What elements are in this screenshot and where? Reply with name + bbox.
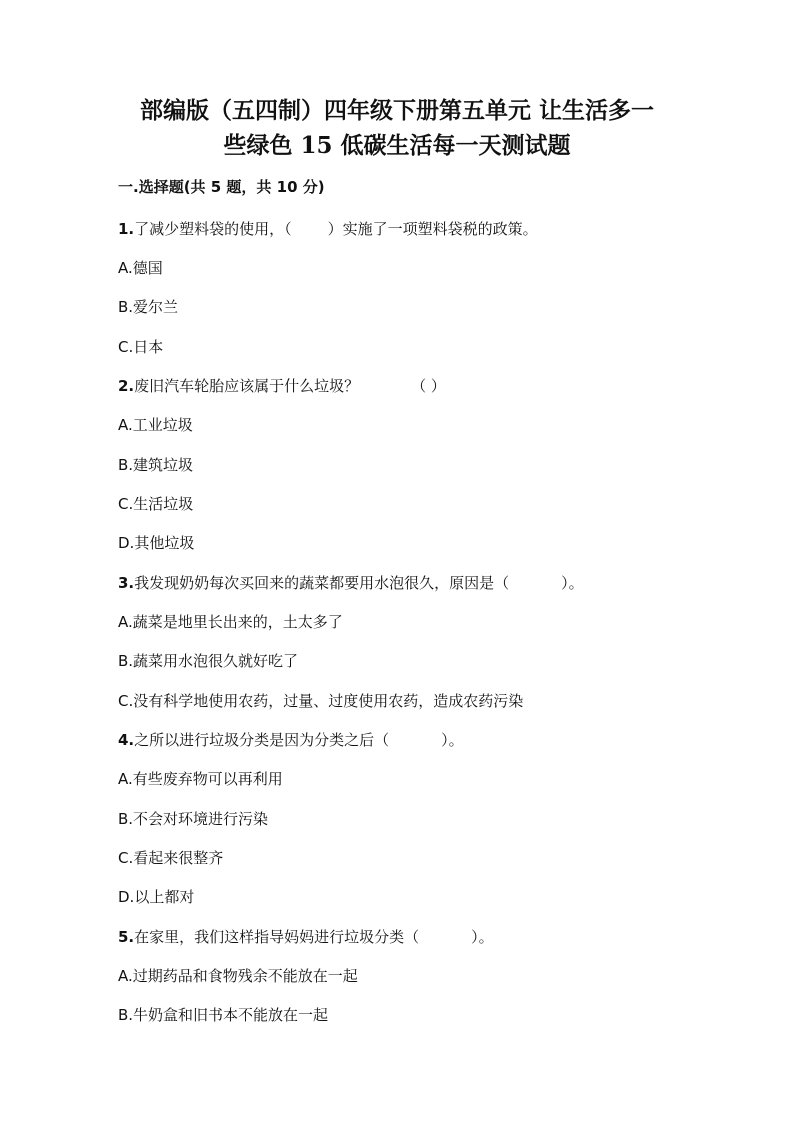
question-1-option-a: A.德国 (118, 259, 163, 277)
question-3-option-c: C.没有科学地使用农药，过量、过度使用农药，造成农药污染 (118, 692, 524, 710)
question-4-option-b: B.不会对环境进行污染 (118, 810, 269, 828)
question-text-tail: ）实施了一项塑料袋税的政策。 (327, 220, 538, 238)
question-3-option-b: B.蔬菜用水泡很久就好吃了 (118, 652, 299, 670)
question-1-option-b: B.爱尔兰 (118, 298, 179, 316)
question-2-option-a: A.工业垃圾 (118, 416, 193, 434)
question-number: 4. (118, 731, 135, 749)
question-2-option-c: C.生活垃圾 (118, 495, 194, 513)
question-3-option-a: A.蔬菜是地里长出来的，土太多了 (118, 613, 343, 631)
question-text-tail: ）。 (441, 731, 464, 749)
page-title-line-2: 些绿色 15 低碳生活每一天测试题 (223, 132, 571, 159)
question-4-option-d: D.以上都对 (118, 888, 195, 906)
question-3-stem (118, 572, 584, 593)
page-title-line-1: 部编版（五四制）四年级下册第五单元 让生活多一 (139, 97, 654, 124)
question-text: 在家里，我们这样指导妈妈进行垃圾分类（ (134, 928, 420, 946)
question-number: 3. (118, 574, 135, 592)
question-text-tail: ）。 (471, 928, 494, 946)
question-number: 1. (118, 220, 135, 238)
question-number: 5. (118, 928, 135, 946)
section-heading: 一.选择题(共 5 题，共 10 分) (118, 178, 325, 196)
question-5-option-b: B.牛奶盒和旧书本不能放在一起 (118, 1006, 329, 1024)
question-text: 废旧汽车轮胎应该属于什么垃圾？ (134, 377, 360, 395)
question-2-option-d: D.其他垃圾 (118, 534, 195, 552)
question-5-stem (118, 926, 494, 947)
question-4-stem (118, 729, 464, 750)
answer-blank: （ ） (411, 377, 446, 395)
question-2-option-b: B.建筑垃圾 (118, 456, 194, 474)
question-4-option-c: C.看起来很整齐 (118, 849, 224, 867)
question-5-option-a: A.过期药品和食物残余不能放在一起 (118, 967, 358, 985)
question-text: 了减少塑料袋的使用，（ (134, 220, 292, 238)
question-number: 2. (118, 377, 135, 395)
question-text: 我发现奶奶每次买回来的蔬菜都要用水泡很久，原因是（ (134, 574, 510, 592)
question-text-tail: ）。 (561, 574, 584, 592)
question-1-stem (118, 218, 538, 239)
question-2-stem (118, 375, 446, 396)
question-1-option-c: C.日本 (118, 338, 164, 356)
question-text: 之所以进行垃圾分类是因为分类之后（ (134, 731, 390, 749)
question-4-option-a: A.有些废弃物可以再利用 (118, 770, 283, 788)
